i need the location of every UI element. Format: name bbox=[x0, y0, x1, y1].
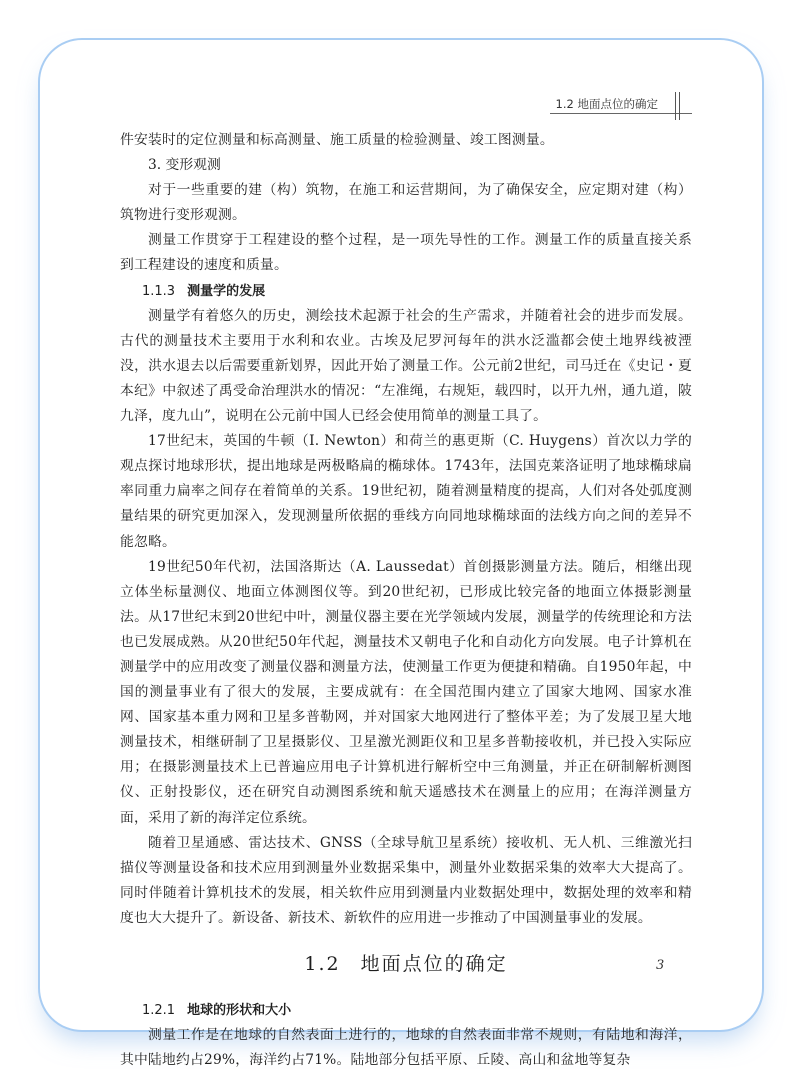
running-head-bar bbox=[679, 92, 680, 120]
section-number: 1.2.1 bbox=[142, 1003, 176, 1018]
page-number: 3 bbox=[656, 958, 665, 973]
section-number: 1.2 bbox=[304, 953, 341, 975]
list-heading-deformation: 3. 变形观测 bbox=[148, 157, 221, 174]
paragraph: 19世纪50年代初，法国洛斯达（A. Laussedat）首创摄影测量方法。随后，相继出现立体坐标量测仪、地面立体测图仪等。到20世纪初，已形成比较完备的地面立体摄影测量法。从17世纪末到20世纪中叶，测量仪器主要在光学领域内发展，测量学的传统理论和方法也已发展成熟。从20世纪50年代起，测量技术又朝电子化和自动化方向发展。电子计算机在测量学中的应用改变了测量仪器和测量方法，使测量工作更为便捷和精确。自1950年起，中国的测量事业有了很大的发展，主要成就有：在全国范围内建立了国家大地网、国家水准网、国家基本重力网和卫星多普勒网，并对国家大地网进行了整体平差；为了发展卫星大地测量技术，相继研制了卫星摄影仪、卫星激光测距仪和卫星多普勒接收机，并已投入实际应用；在摄影测量技术上已普遍应用电子计算机进行解析空中三角测量，并正在研制解析测图仪、正射投影仪，还在研究自动测图系统和航天遥感技术在测量上的应用；在海洋测量方面，采用了新的海洋定位系统。 bbox=[120, 558, 692, 826]
running-head bbox=[120, 92, 692, 116]
section-heading-1-2-1 bbox=[120, 998, 692, 1023]
paragraph: 测量工作是在地球的自然表面上进行的，地球的自然表面非常不规则，有陆地和海洋，其中陆地约占29%，海洋约占71%。陆地部分包括平原、丘陵、高山和盆地等复杂 bbox=[120, 1027, 692, 1069]
paragraph: 对于一些重要的建（构）筑物，在施工和运营期间，为了确保安全，应定期对建（构）筑物进行变形观测。 bbox=[120, 182, 692, 224]
section-number: 1.1.3 bbox=[142, 283, 176, 299]
paragraph: 17世纪末，英国的牛顿（I. Newton）和荷兰的惠更斯（C. Huygens）首次以力学的观点探讨地球形状，提出地球是两极略扁的椭球体。1743年，法国克莱洛证明了地球椭球扁率同重力扁率之间存在着简单的关系。19世纪初，随着测量精度的提高，人们对各处弧度测量结果的研究更加深入，发现测量所依据的垂线方向同地球椭球面的法线方向之间的差异不能忽略。 bbox=[120, 433, 692, 550]
section-title: 测量学的发展 bbox=[187, 283, 266, 299]
section-heading-1-1-3 bbox=[120, 279, 692, 304]
section-heading-1-2 bbox=[120, 949, 692, 976]
section-title: 地面点位的确定 bbox=[360, 953, 508, 975]
page-content bbox=[120, 128, 692, 1072]
paragraph: 件安装时的定位测量和标高测量、施工质量的检验测量、竣工图测量。 bbox=[120, 132, 554, 148]
running-head-rule bbox=[550, 113, 692, 114]
paragraph: 测量工作贯穿于工程建设的整个过程，是一项先导性的工作。测量工作的质量直接关系到工程建设的速度和质量。 bbox=[120, 232, 692, 274]
section-title: 地球的形状和大小 bbox=[187, 1003, 292, 1018]
running-head-text: 1.2 地面点位的确定 bbox=[555, 97, 658, 111]
paragraph: 随着卫星通感、雷达技术、GNSS（全球导航卫星系统）接收机、无人机、三维激光扫描仪等测量设备和技术应用到测量外业数据采集中，测量外业数据采集的效率大大提高了。同时伴随着计算机技术的发展，相关软件应用到测量内业数据处理中，数据处理的效率和精度也大大提升了。新设备、新技术、新软件的应用进一步推动了中国测量事业的发展。 bbox=[120, 834, 692, 926]
running-head-bar bbox=[675, 92, 676, 120]
paragraph: 测量学有着悠久的历史，测绘技术起源于社会的生产需求，并随着社会的进步而发展。古代的测量技术主要用于水利和农业。古埃及尼罗河每年的洪水泛滥都会使土地界线被湮没，洪水退去以后需要重新划界，因此开始了测量工作。公元前2世纪，司马迁在《史记・夏本纪》中叙述了禹受命治理洪水的情况：“左准绳，右规矩，载四时，以开九州，通九道，陂九泽，度九山”，说明在公元前中国人已经会使用简单的测量工具了。 bbox=[120, 307, 692, 425]
